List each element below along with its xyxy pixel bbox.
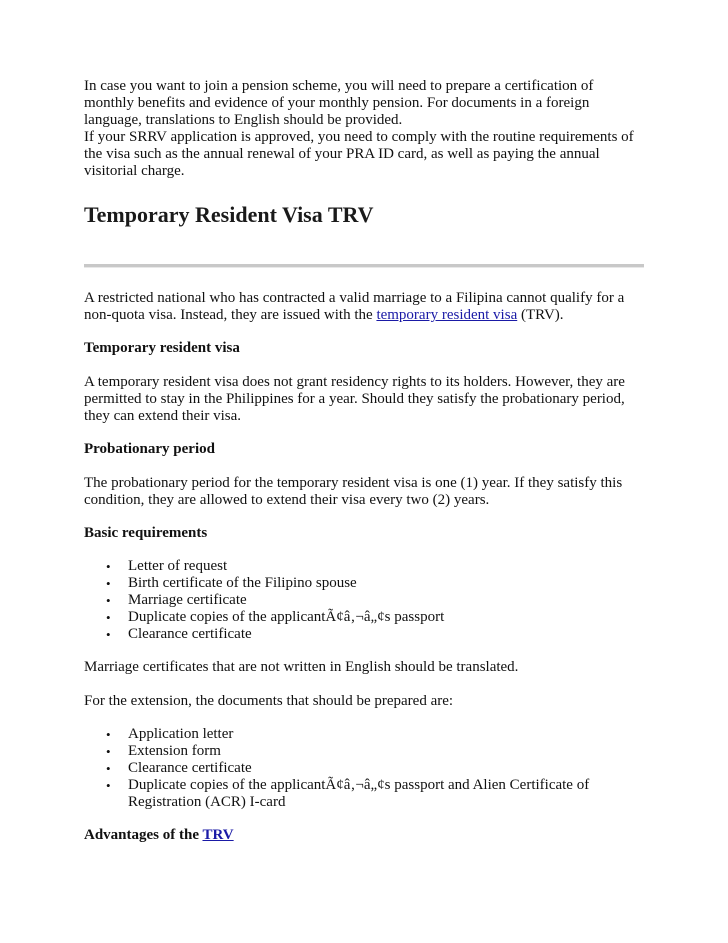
section-heading-advantages (84, 827, 644, 844)
page-title: Temporary Resident Visa TRV (84, 202, 374, 227)
list-item-text: Duplicate copies of the applicantÃ¢â‚¬â„¢s passport and Alien Certificate of Registration (ACR) I-card (128, 777, 590, 810)
list-item-text: Extension form (128, 743, 221, 759)
translation-note: Marriage certificates that are not written in English should be translated. (84, 659, 519, 675)
list-item-text: Marriage certificate (128, 592, 247, 608)
list-item (106, 777, 644, 811)
extension-documents-list (84, 726, 644, 811)
document-page (84, 78, 644, 861)
bullet-icon: • (106, 576, 111, 591)
list-item (106, 592, 644, 609)
intro-paragraph-srrv: If your SRRV application is approved, you need to comply with the routine requirements of the visa such as the annual renewal of your PRA ID card, as well as paying the annual visitorial charge. (84, 129, 634, 179)
list-item (106, 626, 644, 643)
bullet-icon: • (106, 593, 111, 608)
list-item (106, 743, 644, 760)
temporary-resident-visa-link[interactable]: temporary resident visa (376, 307, 518, 323)
bullet-icon: • (106, 761, 111, 776)
probationary-period-paragraph: The probationary period for the temporary resident visa is one (1) year. If they satisfy this condition, they are allowed to extend their visa every two (2) years. (84, 475, 623, 508)
trv-intro-text: A restricted national who has contracted a valid marriage to a Filipina cannot qualify for a non-quota visa. Instead, they are issued with the (84, 290, 625, 323)
extension-intro: For the extension, the documents that should be prepared are: (84, 693, 454, 709)
bullet-icon: • (106, 610, 111, 625)
list-item-text: Application letter (128, 726, 234, 742)
list-item (106, 760, 644, 777)
list-item (106, 609, 644, 626)
temporary-resident-visa-paragraph: A temporary resident visa does not grant residency rights to its holders. However, they are permitted to stay in the Philippines for a year. Should they satisfy the probationary period, they can extend their visa. (84, 374, 625, 424)
list-item-text: Clearance certificate (128, 760, 252, 776)
section-heading-temporary-resident-visa: Temporary resident visa (84, 340, 240, 356)
list-item-text: Birth certificate of the Filipino spouse (128, 575, 357, 591)
list-item (106, 575, 644, 592)
bullet-icon: • (106, 559, 111, 574)
trv-intro-text-end: (TRV). (517, 307, 564, 323)
bullet-icon: • (106, 727, 111, 742)
spacer (84, 676, 644, 693)
bullet-icon: • (106, 778, 111, 793)
bullet-icon: • (106, 744, 111, 759)
basic-requirements-list (84, 558, 644, 643)
list-item-text: Letter of request (128, 558, 228, 574)
section-heading-probationary-period: Probationary period (84, 441, 215, 457)
list-item-text: Duplicate copies of the applicantÃ¢â‚¬â„¢s passport (128, 609, 445, 625)
advantages-heading-text: Advantages of the (84, 827, 203, 843)
intro-paragraph-pension: In case you want to join a pension scheme, you will need to prepare a certification of monthly benefits and evidence of your monthly pension. For documents in a foreign language, translations to English should be provided. (84, 78, 594, 128)
list-item-text: Clearance certificate (128, 626, 252, 642)
section-heading-basic-requirements: Basic requirements (84, 525, 208, 541)
bullet-icon: • (106, 627, 111, 642)
horizontal-divider (84, 264, 644, 268)
trv-link[interactable]: TRV (202, 827, 234, 843)
trv-intro-paragraph (84, 290, 644, 324)
list-item (106, 558, 644, 575)
list-item (106, 726, 644, 743)
